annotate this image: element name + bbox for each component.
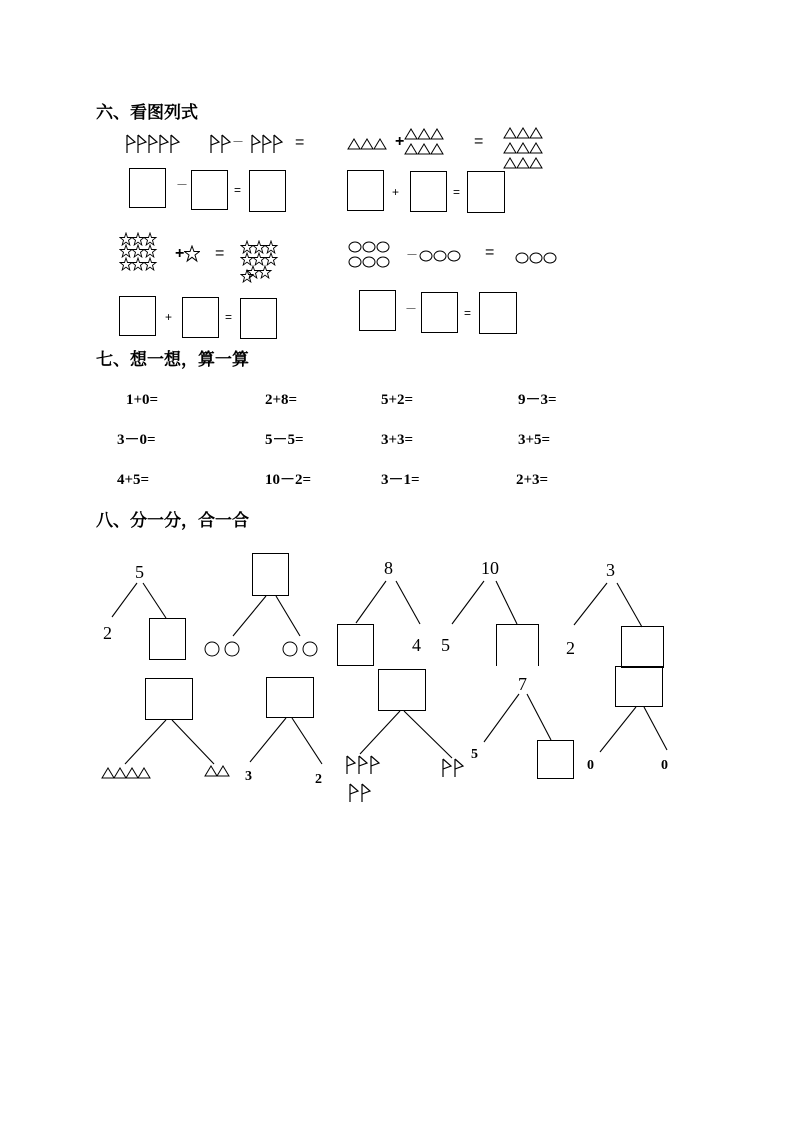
- answer-box[interactable]: [378, 669, 426, 711]
- equals-sign: =: [225, 310, 233, 324]
- exercise: 2+3=: [516, 472, 549, 488]
- exercise: 10－2=: [265, 472, 312, 488]
- answer-box[interactable]: [496, 624, 539, 666]
- exercise: 2+8=: [265, 392, 298, 408]
- equals-sign: =: [453, 185, 461, 199]
- answer-box[interactable]: [252, 553, 289, 596]
- tree-top-number: 10: [481, 558, 499, 578]
- circle-pair-icon: [202, 640, 242, 658]
- equals-sign: =: [474, 133, 484, 150]
- exercise: 3－1=: [381, 472, 420, 488]
- exercise: 5+2=: [381, 392, 414, 408]
- flag-group-2-icon: [347, 782, 375, 804]
- exercise: 3+5=: [518, 432, 551, 448]
- equals-sign: =: [464, 306, 472, 320]
- tree-left-number: 5: [441, 635, 450, 655]
- answer-box[interactable]: [145, 678, 193, 720]
- tree-top-number: 5: [135, 562, 144, 582]
- answer-box[interactable]: [337, 624, 374, 666]
- exercise: 9－3=: [518, 392, 557, 408]
- section6-title: 六、看图列式: [96, 103, 198, 123]
- tree-left-number: 5: [471, 747, 478, 762]
- minus-sign: －: [406, 248, 419, 262]
- section8-title: 八、分一分，合一合: [96, 511, 249, 531]
- exercise: 1+0=: [126, 392, 159, 408]
- tree-left-number: 0: [587, 758, 594, 773]
- flag-group-2-icon: [440, 757, 468, 779]
- flag-group-3-icon: [344, 754, 384, 776]
- plus-sign: +: [392, 185, 400, 199]
- exercise: 3－0=: [117, 432, 156, 448]
- answer-box[interactable]: [266, 677, 314, 718]
- minus-sign: －: [232, 135, 245, 149]
- tree-top-number: 7: [518, 674, 527, 694]
- answer-box[interactable]: [621, 626, 664, 668]
- plus-sign: +: [175, 245, 185, 262]
- triangle-group-2-icon: [204, 764, 232, 778]
- section7-title: 七、想一想，算一算: [96, 350, 249, 370]
- exercise: 5－5=: [265, 432, 304, 448]
- answer-box[interactable]: [537, 740, 574, 779]
- tree-left-number: 2: [566, 638, 575, 658]
- minus-sign: －: [176, 178, 189, 192]
- exercise: 4+5=: [117, 472, 150, 488]
- tree-left-number: 2: [103, 623, 112, 643]
- tree-right-number: 0: [661, 758, 668, 773]
- tree-right-number: 4: [412, 635, 421, 655]
- triangle-group-4-icon: [101, 766, 153, 780]
- tree-left-number: 3: [245, 769, 252, 784]
- answer-box[interactable]: [149, 618, 186, 660]
- tree-right-number: 2: [315, 772, 322, 787]
- circle-pair-icon: [280, 640, 320, 658]
- plus-sign: +: [395, 133, 405, 150]
- equals-sign: =: [215, 245, 225, 262]
- equals-sign: =: [295, 134, 305, 151]
- tree-top-number: 3: [606, 560, 615, 580]
- plus-sign: +: [165, 310, 173, 324]
- equals-sign: =: [234, 183, 242, 197]
- answer-box[interactable]: [615, 666, 663, 707]
- exercise: 3+3=: [381, 432, 414, 448]
- equals-sign: =: [485, 244, 495, 261]
- tree-top-number: 8: [384, 558, 393, 578]
- minus-sign: －: [405, 302, 418, 316]
